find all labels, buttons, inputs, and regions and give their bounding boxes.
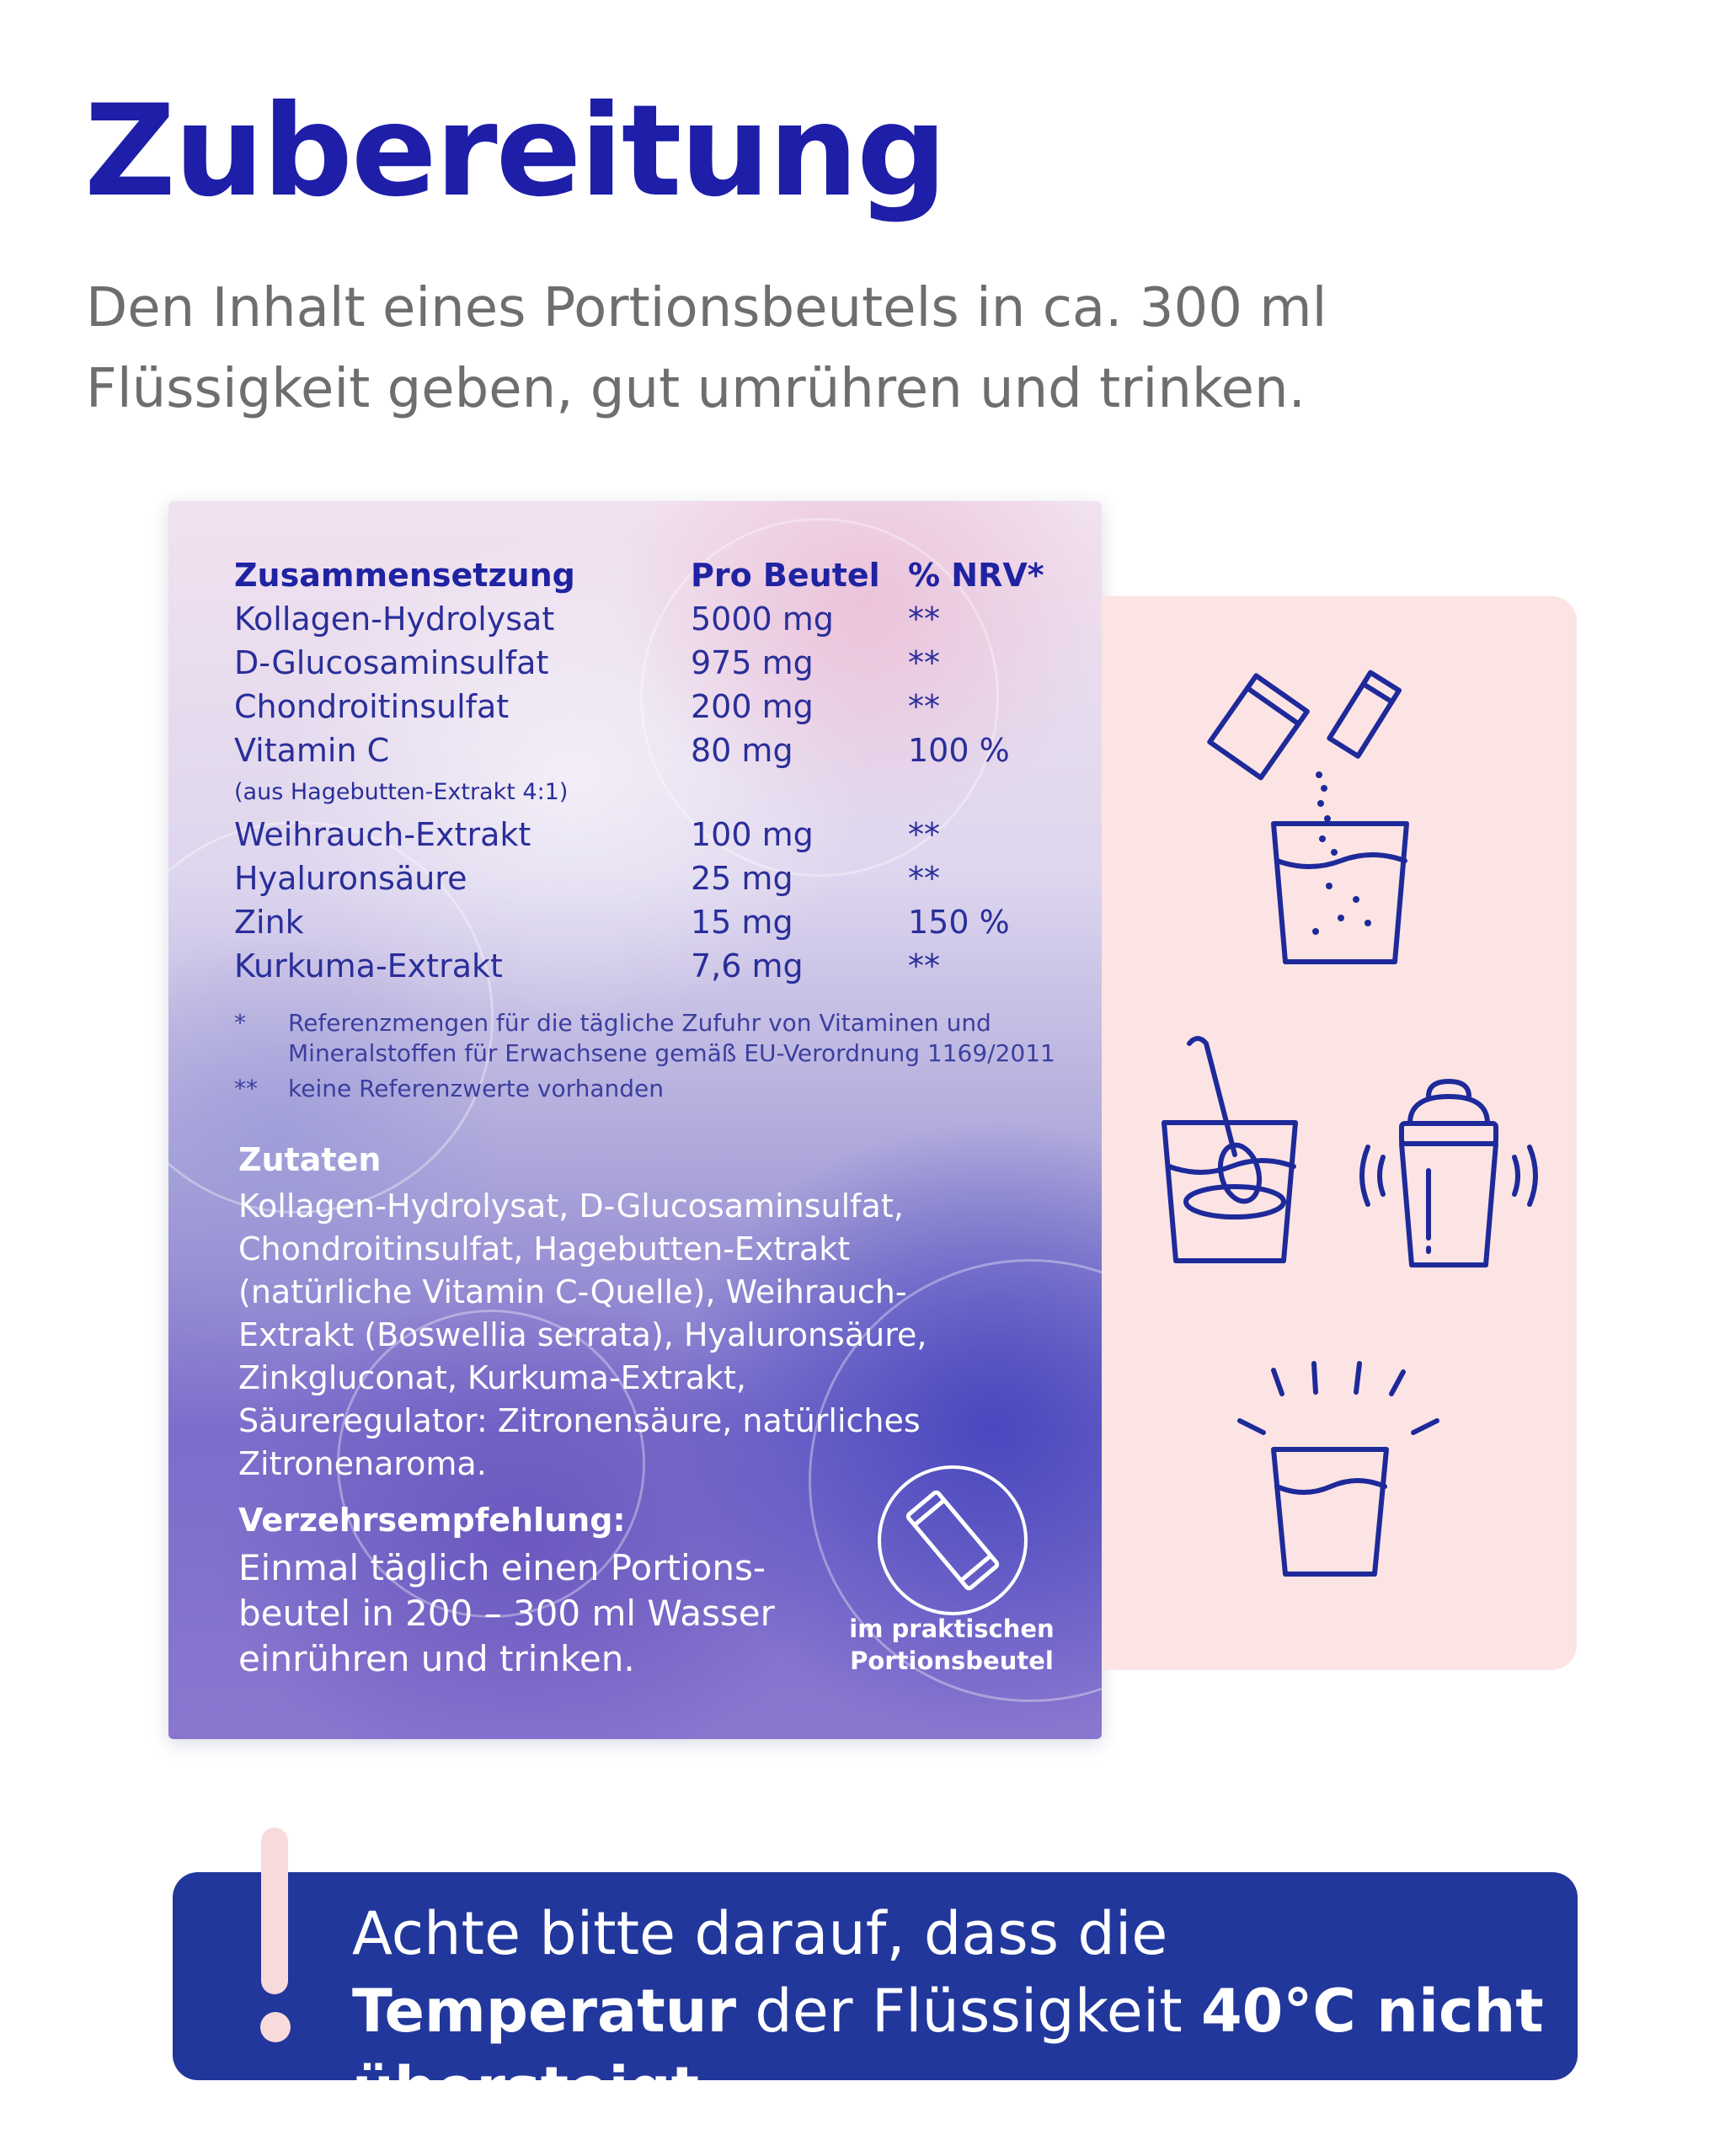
ingredients-text: Kollagen-Hydrolysat, D-Glucosaminsulfat, Chondroitinsulfat, Hagebutten-Extrakt (natürliche Vitamin C-Quelle), Weihrauch-Extrakt (Boswellia serrata), Hyaluronsäure, Zinkgluconat, Kurkuma-Extrakt, Säureregulator: Zitronensäure, natürliches Zitronenaroma. [238, 1187, 927, 1482]
footnote-text: Referenzmengen für die tägliche Zufuhr von Vitaminen und Mineralstoffen für Erwachsene gemäß EU-Verordnung 1169/2011 [288, 1009, 1055, 1067]
sachet-badge [878, 1465, 1028, 1615]
glass-ready-icon [1230, 1360, 1449, 1579]
warning-text-part: der Flüssigkeit [736, 1977, 1201, 2046]
ingredient-source-note: (aus Hagebutten-Extrakt 4:1) [234, 779, 569, 805]
ingredient-nrv: ** [908, 600, 940, 638]
column-header-composition: Zusammensetzung [234, 557, 575, 594]
ingredient-name: Zink [234, 904, 304, 941]
nutrition-row [234, 857, 1085, 900]
ingredient-amount: 15 mg [691, 904, 793, 941]
temperature-warning-text [352, 1895, 1565, 2127]
nutrition-table [234, 553, 1085, 988]
recommendation-text: Einmal täglich einen Portions-beutel in 200 – 300 ml Wasser einrühren und trinken. [238, 1547, 775, 1679]
nutrition-row [234, 685, 1085, 728]
warning-text-part: Achte bitte darauf, dass die [352, 1899, 1168, 1968]
ingredient-nrv: ** [908, 688, 940, 725]
exclamation-dot-icon [260, 2012, 291, 2042]
nutrition-row [234, 944, 1085, 988]
ingredient-name: Weihrauch-Extrakt [234, 816, 531, 853]
exclamation-icon [261, 1828, 288, 1994]
ingredient-amount: 100 mg [691, 816, 814, 853]
ingredient-amount: 200 mg [691, 688, 814, 725]
footnote-nrv [234, 1008, 1076, 1069]
page-title: Zubereitung [84, 78, 946, 225]
nutrition-row [234, 813, 1085, 857]
nutrition-row [234, 728, 1085, 772]
sachet-caption: im praktischen Portionsbeutel [849, 1614, 1055, 1675]
ingredient-name: Vitamin C [234, 732, 390, 769]
ingredient-amount: 80 mg [691, 732, 793, 769]
ingredient-nrv: ** [908, 644, 940, 681]
column-header-per-sachet: Pro Beutel [691, 557, 880, 594]
nutrition-row [234, 597, 1085, 641]
ingredient-name: Kurkuma-Extrakt [234, 947, 503, 985]
ingredient-name: D-Glucosaminsulfat [234, 644, 549, 681]
footnote-mark: ** [234, 1075, 258, 1102]
sachet-icon [881, 1469, 1024, 1612]
footnote-text: keine Referenzwerte vorhanden [288, 1075, 665, 1102]
ingredient-amount: 25 mg [691, 860, 793, 897]
spoon-stir-glass-icon [1154, 1032, 1306, 1267]
ingredient-name: Kollagen-Hydrolysat [234, 600, 555, 638]
footnote-mark: * [234, 1009, 246, 1037]
shaker-icon [1348, 1078, 1550, 1272]
nutrition-row [234, 900, 1085, 944]
preparation-instruction: Den Inhalt eines Portionsbeutels in ca. 300 ml Flüssigkeit geben, gut umrühren und trinken. [86, 277, 1327, 420]
nutrition-row-note [234, 772, 1085, 813]
ingredient-name: Hyaluronsäure [234, 860, 467, 897]
warning-emphasis: Temperatur [352, 1977, 737, 2046]
ingredient-nrv: ** [908, 860, 940, 897]
ingredient-amount: 5000 mg [691, 600, 834, 638]
ingredient-amount: 975 mg [691, 644, 814, 681]
nutrition-row [234, 641, 1085, 685]
ingredient-name: Chondroitinsulfat [234, 688, 510, 725]
ingredient-nrv: ** [908, 947, 940, 985]
nutrition-table-header [234, 553, 1085, 597]
ingredient-nrv: 150 % [908, 904, 1010, 941]
ingredient-nrv: ** [908, 816, 940, 853]
recommendation-title: Verzehrsempfehlung: [238, 1502, 626, 1539]
column-header-nrv: % NRV* [908, 557, 1044, 594]
sachet-pour-into-glass-icon [1196, 665, 1432, 977]
ingredients-title: Zutaten [238, 1141, 382, 1178]
ingredient-nrv: 100 % [908, 732, 1010, 769]
footnote-no-reference [234, 1074, 1076, 1104]
warning-emphasis: 40°C nicht übersteigt. [352, 1977, 1544, 2123]
product-package-image [168, 501, 1102, 1739]
ingredient-amount: 7,6 mg [691, 947, 804, 985]
